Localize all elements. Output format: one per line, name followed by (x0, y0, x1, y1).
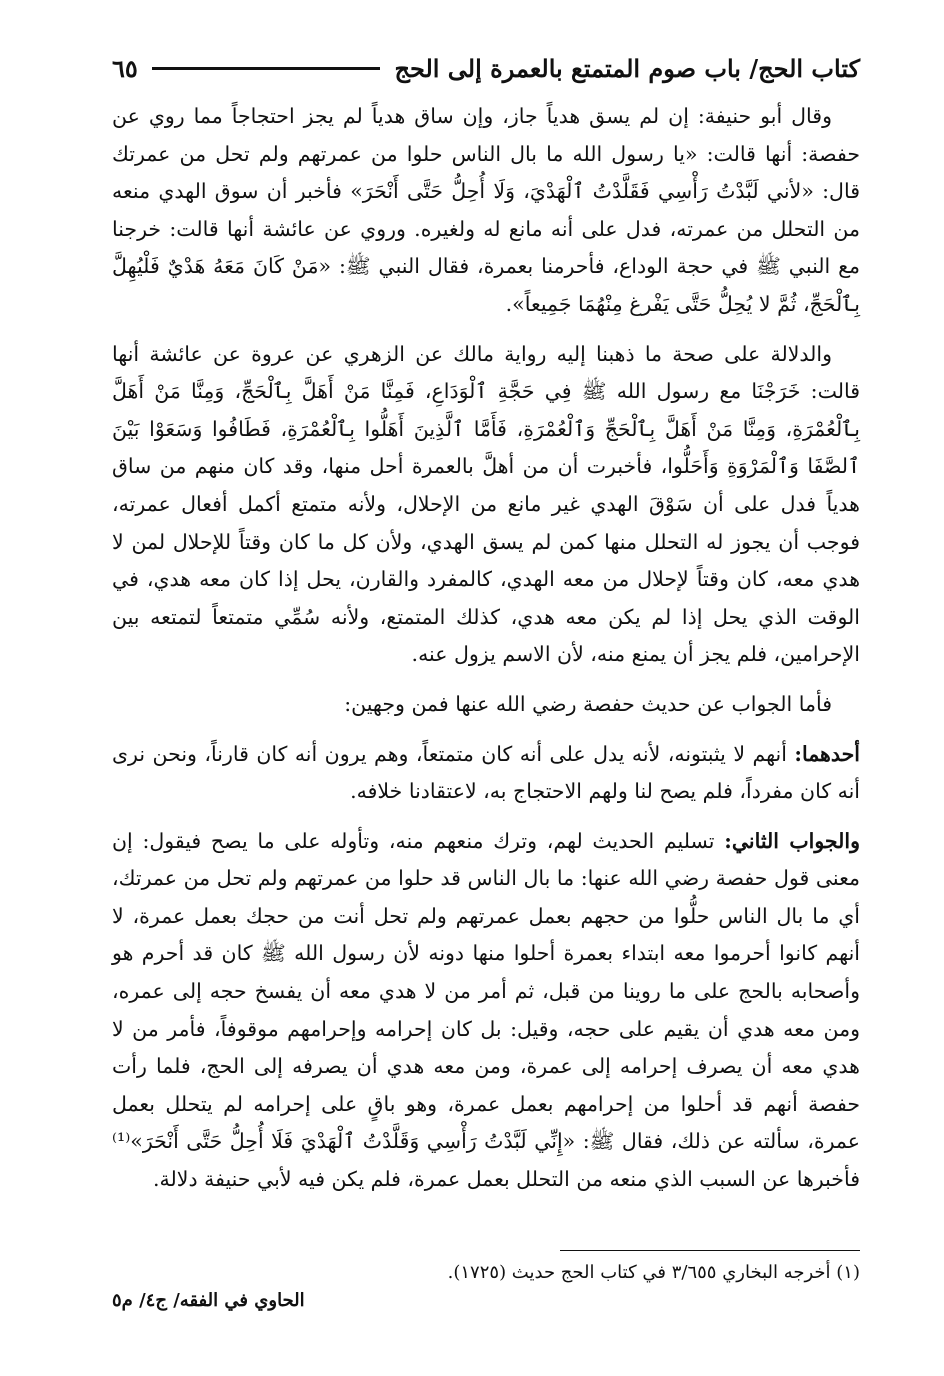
paragraph: والجواب الثاني: تسليم الحديث لهم، وترك منعهم منه، وتأوله على ما يصح فيقول: إن معنى قول حفصة رضي الله عنها: ما بال الناس قد حلوا من عمرتهم ولم تحل من عمرتك، أي ما بال الناس حلُّوا من حجهم بعمل عمرتهم ولم تحل أنت من حجك بعمل عمرة، لا أنهم كانوا أحرموا معه ابتداء بعمرة أحلوا منها دونه لأن رسول الله ﷺ كان قد أحرم هو وأصحابه بالحج على ما روينا من قبل، ثم أمر من لا هدي معه أن يفسخ حجه إلى عمره، ومن معه هدي أن يقيم على حجه، وقيل: بل كان إحرامه وإحرامهم موقوفاً، فأمر من لا هدي معه أن يصرف إحرامه إلى عمرة، ومن معه هدي أن يصرفه إلى الحج، فلما رأت حفصة أنهم قد أحلوا من إحرامهم بعمل عمرة، وهو باقٍ على إحرامه لم يتحلل بعمل عمرة، سألته عن ذلك، فقال ﷺ: «إِنِّي لَبَّدْتُ رَأْسِي وَقَلَّدْتُ ٱلْهَدْيَ فَلَا أُحِلُّ حَتَّى أَنْحَرَ»⁽¹⁾ فأخبرها عن السبب الذي منعه من التحلل بعمل عمرة، فلم يكن فيه لأبي حنيفة دلالة. (112, 828, 860, 1192)
paragraph: وقال أبو حنيفة: إن لم يسق هدياً جاز، وإن ساق هدياً لم يجز احتجاجاً مما روي عن حفصة: أنها قالت: «يا رسول الله ما بال الناس حلوا من عمرتهم ولم تحل من عمرتك قال: «لأني لَبَّدْتُ رَأْسِي فَقَلَّدْتُ ٱلْهَدْيَ، وَلَا أُحِلُّ حَتَّى أَنْحَرَ» فأخبر أن سوق الهدي منعه من التحلل من عمرته، فدل على أنه مانع له ولغيره. وروي عن عائشة أنها قالت: خرجنا مع النبي ﷺ في حجة الوداع، فأحرمنا بعمرة، فقال النبي ﷺ: «مَنْ كَانَ مَعَهُ هَدْيٌ فَلْيُهِلَّ بِٱلْحَجِّ، ثُمَّ لا يُحِلُّ حَتَّى يَفْرغ مِنْهُمَا جَمِيعاً». (112, 104, 860, 316)
paragraph: فأما الجواب عن حديث حفصة رضي الله عنها فمن وجهين: (344, 691, 832, 716)
paragraph: والدلالة على صحة ما ذهبنا إليه رواية مالك عن الزهري عن عروة عن عائشة أنها قالت: خَرَجْنَا مع رسول الله ﷺ فِي حَجَّةِ ٱلْوَدَاعِ، فَمِنَّا مَنْ أَهَلَّ بِٱلْحَجِّ، وَمِنَّا مَنْ أَهَلَّ بِٱلْعُمْرَةِ، وَمِنَّا مَنْ أَهَلَّ بِٱلْحَجِّ وَٱلْعُمْرَةِ، فَأَمَّا ٱلَّذِينَ أَهَلُّوا بِٱلْعُمْرَةِ، فَطَافُوا وَسَعَوْا بَيْنَ ٱلصَّفَا وَٱلْمَرْوَةِ وَأَحَلُّوا، فأخبرت أن من أهلَّ بالعمرة أحل منها، وقد كان منهم من ساق هدياً فدل على أن سَوْقَ الهدي غير مانع من الإحلال، ولأنه متمتع أكمل أفعال عمرته، فوجب أن يجوز له التحلل منها كمن لم يسق الهدي، ولأن كل ما كان وقتاً للإحلال لمن لا هدي معه، كان وقتاً لإحلال من معه الهدي، كالمفرد والقارن، يحل إذا كان معه هدي، في الوقت الذي يحل إذا لم يكن معه هدي، كذلك المتمتع، ولأنه سُمِّي متمتعاً لتمتعه بين الإحرامين، فلم يجز أن يمنع منه، لأن الاسم يزول عنه. (112, 341, 860, 667)
footnote-divider (560, 1250, 860, 1251)
paragraph-lead: أحدهما: (794, 741, 860, 766)
main-text (112, 98, 860, 1211)
paragraph-lead: والجواب الثاني: (724, 828, 860, 853)
header-rule (152, 67, 381, 70)
footnote: (١) أخرجه البخاري ٣/٦٥٥ في كتاب الحج حديث (١٧٢٥). (447, 1262, 860, 1283)
chapter-title: كتاب الحج/ باب صوم المتمتع بالعمرة إلى الحج (394, 53, 860, 83)
running-header (112, 44, 860, 92)
page-number: ٦٥ (112, 53, 138, 83)
book-footer: الحاوي في الفقه/ ج٤/ م٥ (112, 1290, 305, 1311)
paragraph: أحدهما: أنهم لا يثبتونه، لأنه يدل على أنه كان متمتعاً، وهم يرون أنه كان قارناً، ونحن نرى أنه كان مفرداً، فلم يصح لنا ولهم الاحتجاج به، لاعتقادنا خلافه. (112, 741, 860, 804)
